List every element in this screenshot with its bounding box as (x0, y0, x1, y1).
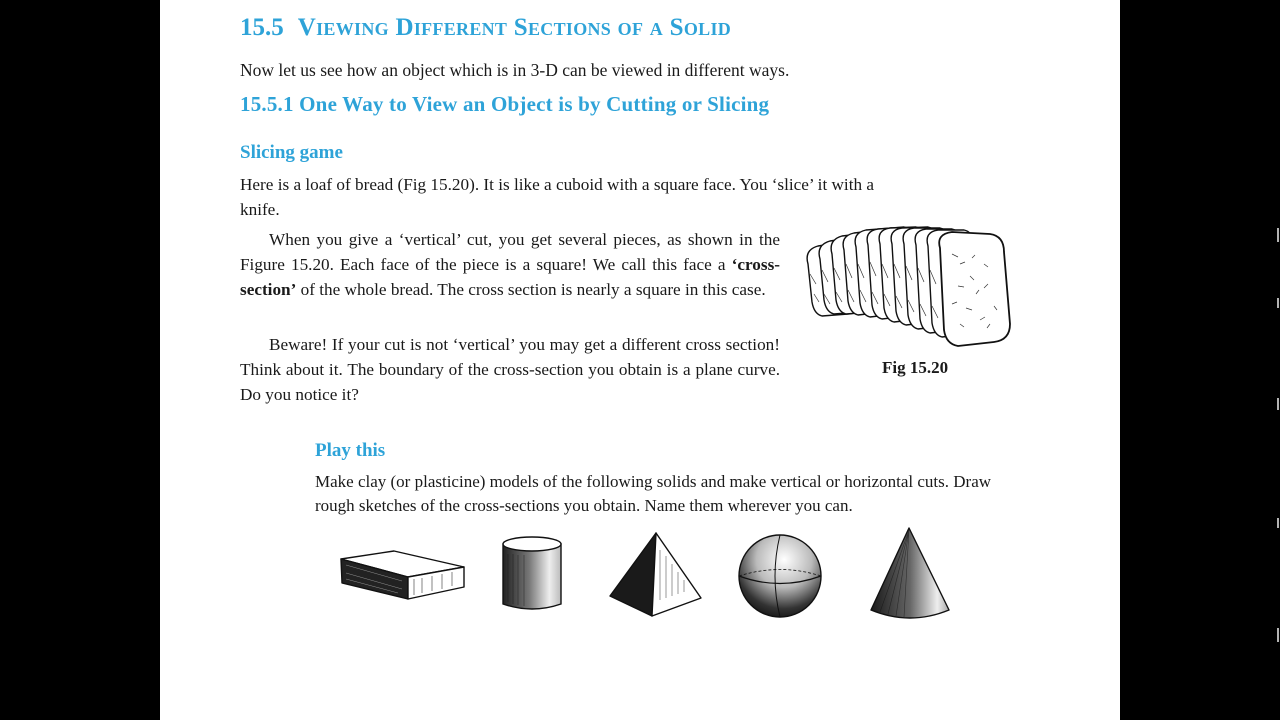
figure-caption: Fig 15.20 (882, 358, 949, 377)
cone-icon (868, 526, 952, 622)
section-number: 15.5 (240, 14, 284, 41)
subsection-heading: 15.5.1 One Way to View an Object is by Cutting or Slicing (240, 92, 770, 116)
section-heading (240, 14, 731, 42)
paragraph-vertical-cut (240, 227, 780, 302)
textbook-page (160, 0, 1120, 720)
intro-text: Now let us see how an object which is in 3-D can be viewed in different ways. (240, 60, 790, 80)
pyramid-icon (608, 530, 704, 620)
section-title: Viewing Different Sections of a Solid (297, 14, 732, 41)
cylinder-icon (500, 534, 564, 614)
sliced-bread-loaf-icon (800, 224, 1020, 352)
paragraph-loaf: Here is a loaf of bread (Fig 15.20). It is like a cuboid with a square face. You ‘slice’ it with a knife. (240, 175, 875, 219)
page-edge-marks (1276, 228, 1280, 648)
slicing-game-heading: Slicing game (240, 142, 343, 163)
play-this-text: Make clay (or plasticine) models of the following solids and make vertical or horizontal cuts. Draw rough sketches of the cross-sections you obtain. Name them wherever you can. (315, 472, 992, 515)
para2-end: of the whole bread. The cross section is nearly a square in this case. (296, 280, 766, 299)
cuboid-icon (338, 545, 468, 603)
para2-start: When you give a ‘vertical’ cut, you get several pieces, as shown in the Figure 15.20. Each face of the piece is a square! We call this face a (240, 230, 780, 274)
paragraph-beware: Beware! If your cut is not ‘vertical’ you may get a different cross section! Think about it. The boundary of the cross-section you obtain is a plane curve. Do you notice it? (240, 335, 780, 404)
cross-section-term: ‘cross-section’ (240, 255, 780, 299)
sphere-icon (736, 533, 824, 619)
play-this-heading: Play this (315, 440, 386, 461)
